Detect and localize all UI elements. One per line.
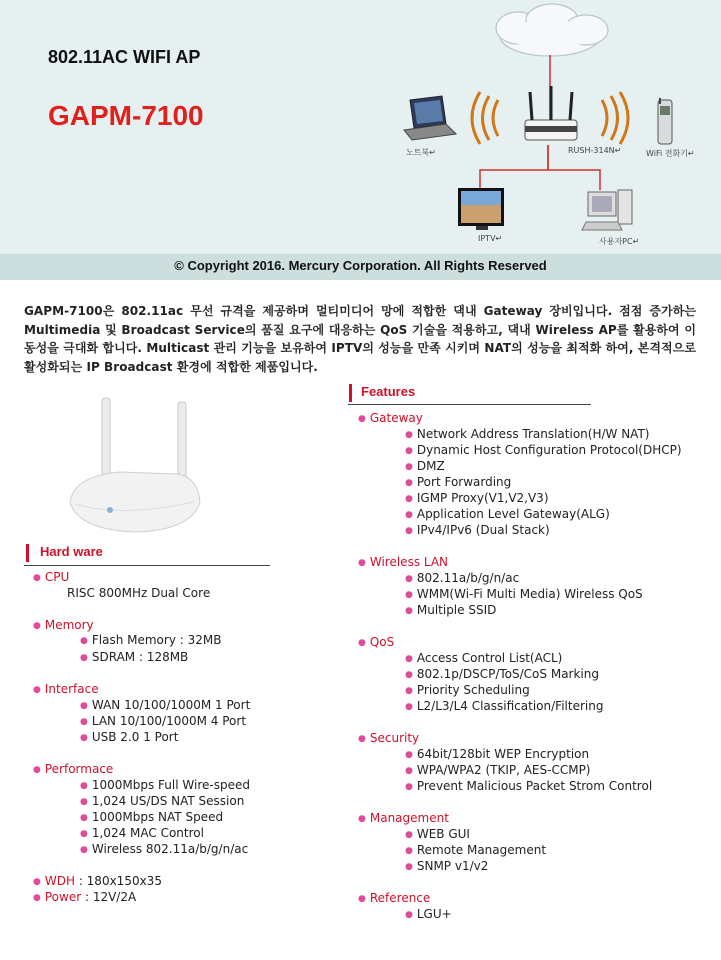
intro-paragraph: GAPM-7100은 802.11ac 무선 규격을 제공하며 멀티미디어 망에 적합한 댁내 Gateway 장비입니다. 점점 증가하는 Multimedia 및 Broadcast Service의 품질 요구에 대응하는 QoS 기술을 적용하고, 댁내 Wireless AP를 활용하여 이동성을 극대화 합니다. Multicast 관리 기능을 보유하여 IPTV의 성능을 만족 시키며 NAT의 성능을 최적화 하여, 본격적으로 활성화되는 IP Broadcast 환경에 적합한 제품입니다. <box>24 304 696 374</box>
hw-performance-item: ● 1,024 US/DS NAT Session <box>80 794 245 808</box>
wifi-signal-right-icon <box>602 92 628 144</box>
feat-wireless-label: ● Wireless LAN <box>358 555 449 569</box>
hw-interface-item: ● LAN 10/100/1000M 4 Port <box>80 714 247 728</box>
feat-gateway-label: ● Gateway <box>358 411 423 425</box>
hw-memory-item: ● Flash Memory : 32MB <box>80 633 222 647</box>
feat-qos-item: ● 802.1p/DSCP/ToS/CoS Marking <box>405 667 599 681</box>
hw-performance-label: ● Performace <box>33 762 114 776</box>
feat-management-item: ● Remote Management <box>405 843 547 857</box>
feat-security-item: ● 64bit/128bit WEP Encryption <box>405 747 590 761</box>
hw-interface-item: ● USB 2.0 1 Port <box>80 730 179 744</box>
feat-gateway-item: ● DMZ <box>405 459 445 473</box>
features-divider <box>348 404 591 405</box>
feat-qos-label: ● QoS <box>358 635 395 649</box>
feat-wireless-item: ● Multiple SSID <box>405 603 497 617</box>
feat-management-item: ● WEB GUI <box>405 827 470 841</box>
product-image <box>60 392 210 537</box>
diagram-label-phone: WiFi 전화기↵ <box>646 149 695 158</box>
feat-gateway-item: ● IPv4/IPv6 (Dual Stack) <box>405 523 550 537</box>
hw-wdh-label: ● WDH : 180x150x35 <box>33 874 162 888</box>
features-title-text: Features <box>361 384 416 399</box>
feat-gateway-item: ● Dynamic Host Configuration Protocol(DHCP) <box>405 443 682 457</box>
feat-security-item: ● WPA/WPA2 (TKIP, AES-CCMP) <box>405 763 591 777</box>
hw-performance-item: ● 1,024 MAC Control <box>80 826 204 840</box>
wifi-phone-icon <box>658 98 672 144</box>
product-model: GAPM-7100 <box>48 100 204 131</box>
diagram-label-pc: 사용자PC↵ <box>599 237 640 246</box>
router-icon <box>525 86 577 140</box>
features-section-title <box>361 384 415 399</box>
iptv-icon <box>458 188 504 230</box>
copyright-text: © Copyright 2016. Mercury Corporation. All Rights Reserved <box>174 258 547 273</box>
hw-performance-item: ● 1000Mbps NAT Speed <box>80 810 224 824</box>
feat-qos-item: ● Access Control List(ACL) <box>405 651 563 665</box>
hw-cpu-item: RISC 800MHz Dual Core <box>67 586 211 600</box>
feat-qos-item: ● Priority Scheduling <box>405 683 530 697</box>
hardware-title-text: Hard ware <box>40 544 103 559</box>
feat-gateway-item: ● Network Address Translation(H/W NAT) <box>405 427 650 441</box>
hw-performance-item: ● Wireless 802.11a/b/g/n/ac <box>80 842 249 856</box>
wifi-signal-left-icon <box>472 92 498 144</box>
feat-security-label: ● Security <box>358 731 420 745</box>
feat-reference-label: ● Reference <box>358 891 431 905</box>
feat-gateway-item: ● IGMP Proxy(V1,V2,V3) <box>405 491 549 505</box>
hw-memory-label: ● Memory <box>33 618 94 632</box>
diagram-label-router: RUSH-314N↵ <box>568 146 622 155</box>
feat-gateway-item: ● Port Forwarding <box>405 475 512 489</box>
section-marker <box>349 384 352 402</box>
diagram-label-notebook: 노트북↵ <box>406 148 436 157</box>
user-pc-icon <box>582 190 632 230</box>
hardware-section-title <box>40 544 103 559</box>
network-diagram <box>390 0 721 254</box>
network-diagram-art <box>390 0 721 254</box>
diagram-label-iptv: IPTV↵ <box>478 234 503 243</box>
section-marker <box>26 544 29 562</box>
product-subtitle: 802.11AC WIFI AP <box>48 47 201 67</box>
feat-gateway-item: ● Application Level Gateway(ALG) <box>405 507 610 521</box>
notebook-icon <box>404 96 456 140</box>
feat-security-item: ● Prevent Malicious Packet Strom Control <box>405 779 653 793</box>
feat-wireless-item: ● 802.11a/b/g/n/ac <box>405 571 520 585</box>
hw-cpu-label: ● CPU <box>33 570 70 584</box>
hw-interface-label: ● Interface <box>33 682 99 696</box>
feat-management-label: ● Management <box>358 811 449 825</box>
hw-power-label: ● Power : 12V/2A <box>33 890 137 904</box>
hw-performance-item: ● 1000Mbps Full Wire-speed <box>80 778 250 792</box>
feat-qos-item: ● L2/L3/L4 Classification/Filtering <box>405 699 604 713</box>
feat-reference-item: ● LGU+ <box>405 907 452 921</box>
hardware-divider <box>24 565 270 566</box>
hw-interface-item: ● WAN 10/100/1000M 1 Port <box>80 698 251 712</box>
feat-management-item: ● SNMP v1/v2 <box>405 859 489 873</box>
feat-wireless-item: ● WMM(Wi-Fi Multi Media) Wireless QoS <box>405 587 643 601</box>
hw-memory-item: ● SDRAM : 128MB <box>80 650 189 664</box>
